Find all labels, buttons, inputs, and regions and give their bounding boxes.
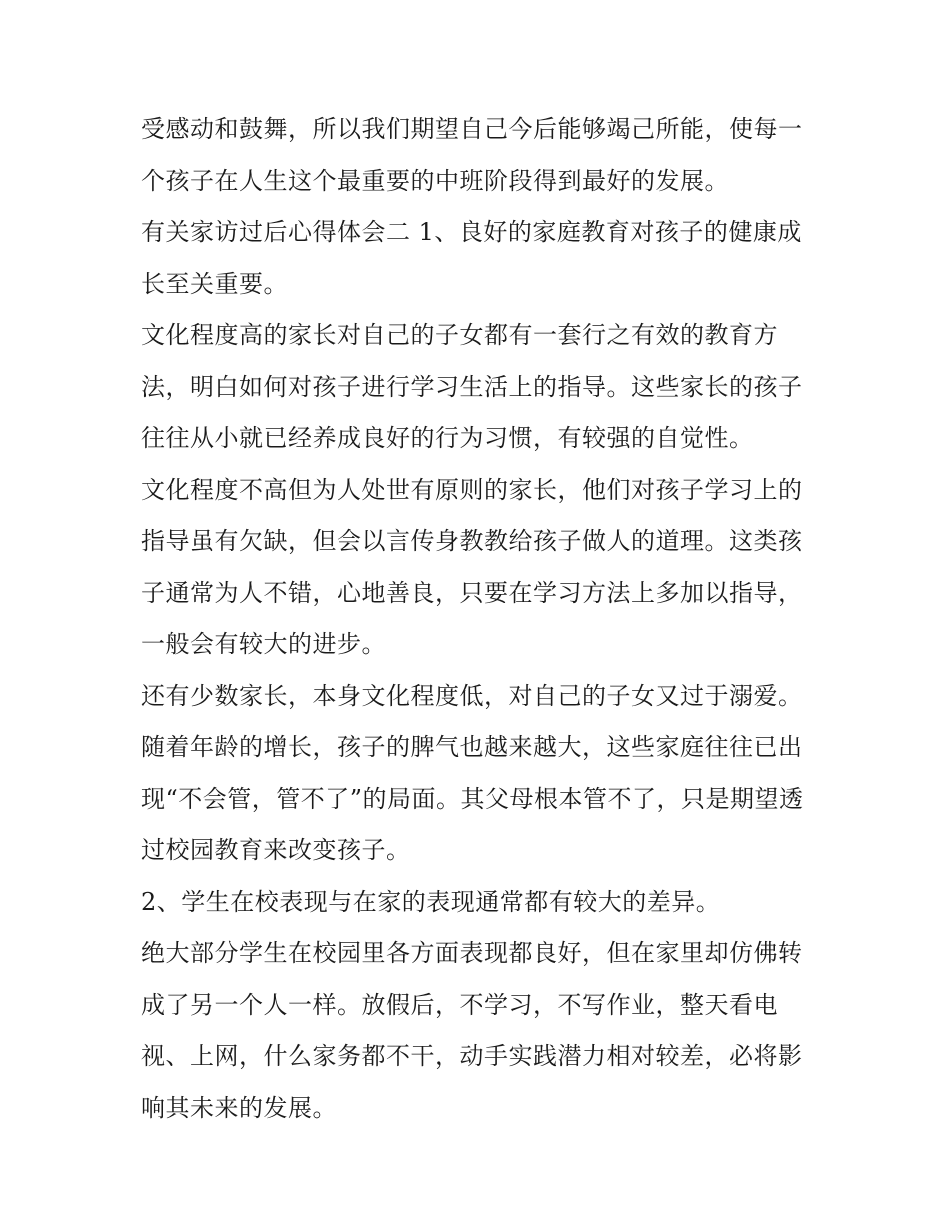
text-line: 文化程度不高但为人处世有原则的家长，他们对孩子学习上的 [141,475,803,504]
text-line: 成了另一个人一样。放假后，不学习，不写作业，整天看电 [141,990,778,1019]
text-line: 绝大部分学生在校园里各方面表现都良好，但在家里却仿佛转 [141,939,803,967]
text-line: 往往从小就已经养成良好的行为习惯，有较强的自觉性。 [141,424,754,452]
text-line: 文化程度高的家长对自己的子女都有一套行之有效的教育方 [141,321,778,349]
text-line: 有关家访过后心得体会二 1、良好的家庭教育对孩子的健康成 [141,218,802,246]
text-line: 响其未来的发展。 [141,1093,337,1122]
text-line: 法，明白如何对孩子进行学习生活上的指导。这些家长的孩子 [141,372,803,401]
text-line: 一般会有较大的进步。 [141,630,386,658]
text-line: 子通常为人不错，心地善良，只要在学习方法上多加以指导， [141,578,803,607]
document-body [141,104,821,1134]
text-line: 随着年龄的增长，孩子的脾气也越来越大，这些家庭往往已出 [141,733,803,761]
text-line: 个孩子在人生这个最重要的中班阶段得到最好的发展。 [141,166,729,195]
text-line: 现“不会管，管不了”的局面。其父母根本管不了，只是期望透 [141,784,804,813]
text-line: 2、学生在校表现与在家的表现通常都有较大的差异。 [141,887,721,916]
text-line: 指导虽有欠缺，但会以言传身教教给孩子做人的道理。这类孩 [141,527,803,555]
text-line: 长至关重要。 [141,269,288,298]
text-line: 过校园教育来改变孩子。 [141,836,411,864]
text-line: 视、上网，什么家务都不干，动手实践潜力相对较差，必将影 [141,1042,803,1070]
text-line: 还有少数家长，本身文化程度低，对自己的子女又过于溺爱。 [141,681,803,710]
text-line: 受感动和鼓舞，所以我们期望自己今后能够竭己所能，使每一 [141,115,803,143]
